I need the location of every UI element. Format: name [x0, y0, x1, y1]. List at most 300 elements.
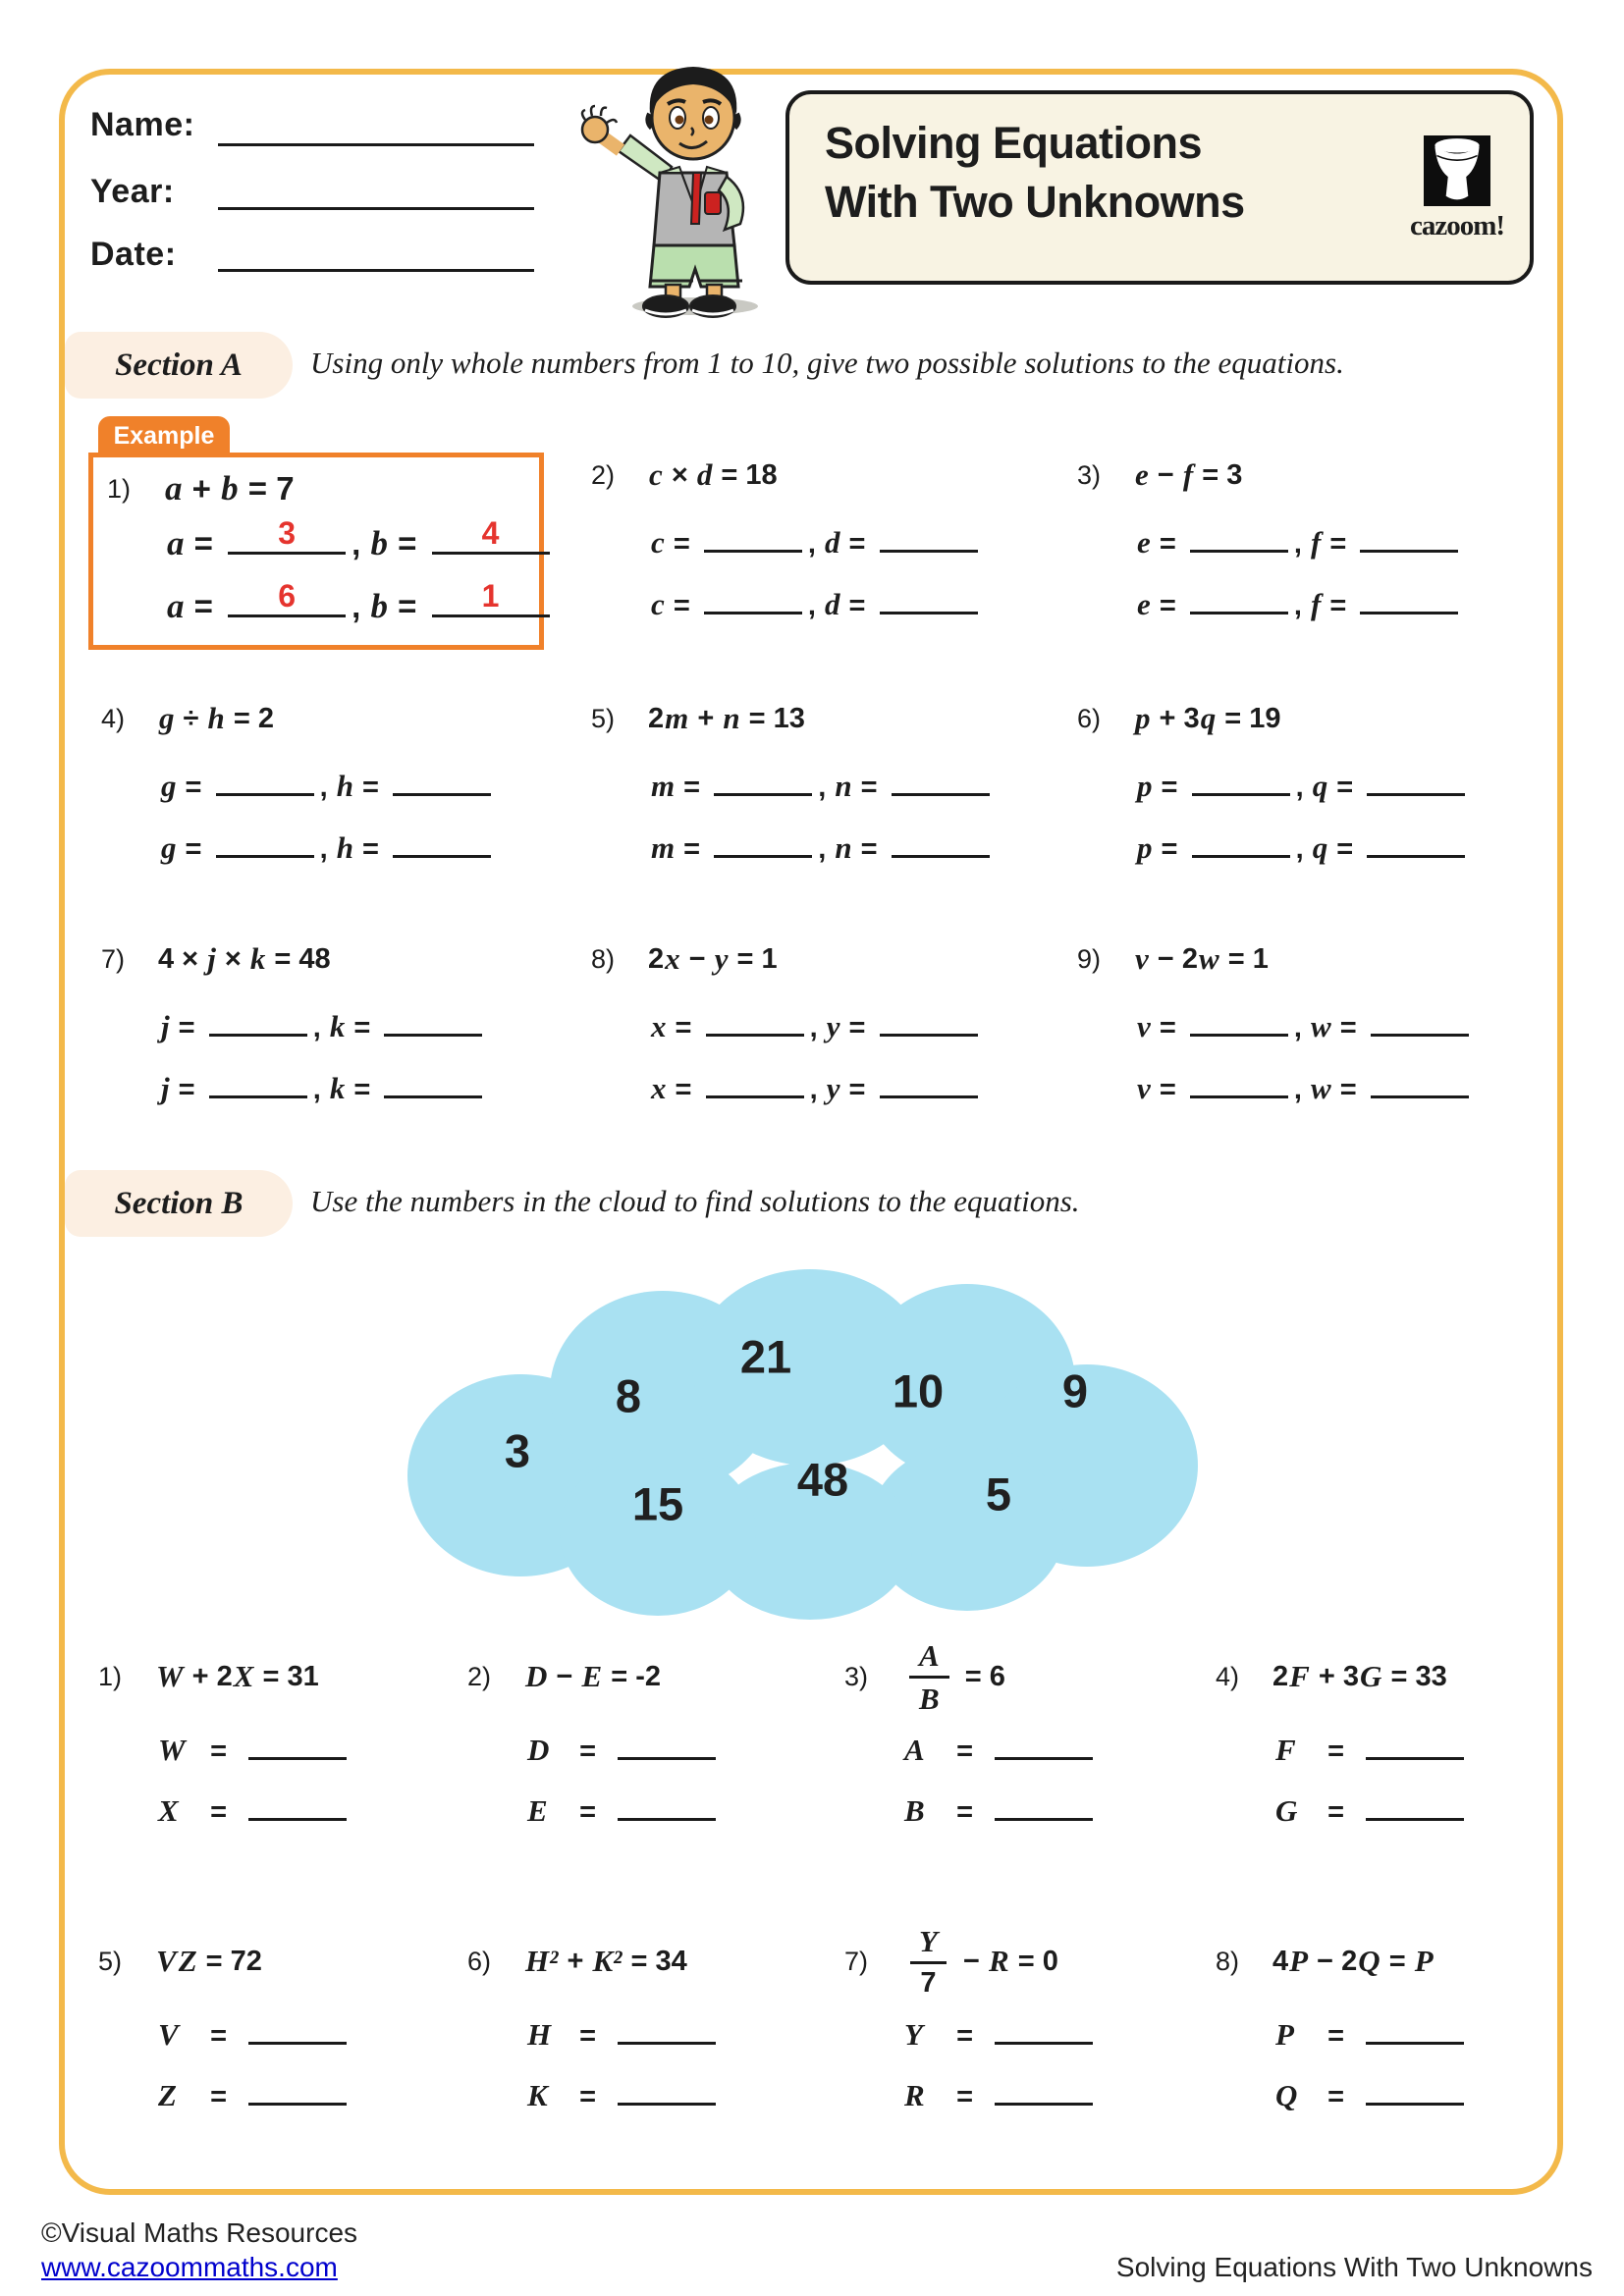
math-variable: H: [527, 2017, 552, 2052]
math-operator: 2: [1272, 1660, 1289, 1692]
math-variable: n: [835, 769, 852, 803]
math-operator: ÷: [175, 702, 207, 734]
equals-sign: =: [1312, 1796, 1361, 1828]
equals-sign: =: [1151, 1074, 1184, 1105]
problem-a-6: [1077, 697, 1489, 865]
equals-sign: =: [1151, 528, 1184, 560]
equals-sign: =: [1153, 772, 1186, 803]
math-variable: a: [167, 587, 185, 625]
math-variable: j: [207, 941, 216, 976]
math-variable: D: [525, 1659, 548, 1693]
problem-a-3: [1077, 454, 1489, 621]
math-operator: = 2: [225, 702, 274, 734]
math-operator: + 3: [1151, 702, 1200, 734]
equals-sign: =: [177, 833, 210, 865]
math-variable: c: [649, 457, 663, 492]
answer-row: [650, 826, 996, 866]
fraction-denominator: B: [909, 1676, 949, 1714]
equals-sign: =: [170, 1012, 203, 1043]
answer-blank: [880, 1066, 978, 1098]
math-variable: m: [651, 830, 676, 865]
problem-b-7: [844, 1923, 1257, 2112]
comma: ,: [312, 1012, 329, 1043]
answer-blank: [393, 764, 491, 796]
cloud-number-3: 3: [504, 1424, 531, 1477]
answer-row: [157, 1789, 352, 1829]
number-cloud: [388, 1255, 1218, 1623]
equation-line: [467, 1643, 880, 1710]
answer-blank: [1192, 826, 1290, 858]
math-operator: = 1: [729, 942, 778, 975]
math-variable: g: [159, 701, 175, 735]
math-variable: d: [824, 587, 840, 621]
answer-blank: [618, 1728, 716, 1760]
problem-number: 5): [98, 1946, 123, 1976]
math-variable: p: [1137, 830, 1153, 865]
answer-row: [1136, 582, 1464, 622]
math-variable: h: [207, 701, 225, 735]
year-field-label: Year:: [90, 173, 175, 210]
equals-sign: =: [941, 1735, 990, 1767]
equals-sign: =: [667, 1074, 700, 1105]
answer-blank: [1366, 2073, 1464, 2106]
example-answer-row: [166, 515, 556, 563]
date-field-line: [218, 269, 534, 272]
cloud-number-21: 21: [739, 1330, 792, 1383]
problem-b-6: [467, 1928, 880, 2112]
math-operator: +: [559, 1945, 592, 1977]
year-field-line: [218, 207, 534, 210]
answer-blank: [618, 2073, 716, 2106]
math-variable: y: [714, 941, 729, 976]
math-operator: = 72: [197, 1945, 262, 1977]
math-operator: −: [680, 942, 714, 975]
math-variable: a: [167, 524, 185, 562]
djembe-drum-icon: [1424, 135, 1490, 206]
worksheet-border-frame: [59, 69, 1563, 2195]
math-operator: 2: [648, 702, 665, 734]
math-operator: −: [954, 1945, 988, 1977]
problem-a-8: [591, 937, 1003, 1105]
math-operator: = 34: [623, 1945, 687, 1977]
math-variable: X: [233, 1659, 254, 1693]
equals-sign: =: [194, 1735, 244, 1767]
footer-website-link[interactable]: www.cazoommaths.com: [41, 2252, 338, 2282]
equals-sign: =: [840, 590, 874, 621]
problem-number: 5): [591, 703, 616, 733]
example-answer-value: 4: [481, 515, 500, 551]
answer-row: [157, 2012, 352, 2053]
math-variable: q: [1200, 701, 1217, 735]
comma: ,: [352, 588, 370, 624]
math-operator: = 3: [1194, 458, 1243, 491]
answer-blank: [1190, 1004, 1288, 1037]
math-variable: V: [156, 1944, 177, 1978]
equals-sign: =: [676, 772, 709, 803]
math-variable: q: [1312, 830, 1328, 865]
answer-blank: [1366, 1728, 1464, 1760]
answer-blank: [228, 515, 346, 555]
equals-sign: =: [665, 590, 698, 621]
answer-blank: [704, 520, 802, 553]
math-variable: Q: [1275, 2078, 1298, 2112]
answer-blank: [209, 1004, 307, 1037]
math-operator: = -2: [603, 1660, 661, 1692]
answer-blank: [995, 1728, 1093, 1760]
equals-sign: =: [840, 528, 874, 560]
equals-sign: =: [1328, 833, 1362, 865]
problem-number: 2): [467, 1661, 492, 1691]
name-field-line: [218, 143, 534, 146]
equals-sign: =: [665, 528, 698, 560]
answer-row: [526, 2012, 722, 2053]
problem-number: 6): [1077, 703, 1102, 733]
math-variable: x: [665, 941, 680, 976]
equation-line: [98, 1928, 511, 1995]
math-operator: −: [1149, 458, 1182, 491]
cloud-number-8: 8: [615, 1369, 642, 1422]
math-variable: j: [161, 1071, 170, 1105]
math-operator: = 31: [254, 1660, 319, 1692]
math-variable: f: [1182, 457, 1194, 492]
example-equation-line: [107, 465, 295, 512]
problem-b-1: [98, 1643, 511, 1828]
answer-blank: [432, 515, 550, 555]
problem-number: 3): [844, 1661, 869, 1691]
equals-sign: =: [185, 525, 223, 561]
math-operator: = 6: [956, 1660, 1005, 1692]
math-operator: 4 ×: [158, 942, 207, 975]
math-operator: +: [689, 702, 723, 734]
example-answer-value: 1: [481, 578, 500, 614]
math-variable: X: [158, 1793, 179, 1828]
math-operator: =: [1380, 1945, 1414, 1977]
problem-number: 1): [98, 1661, 123, 1691]
answer-row: [526, 1789, 722, 1829]
section-b-label: Section B: [65, 1170, 293, 1237]
equals-sign: =: [194, 1796, 244, 1828]
math-operator: + 2: [184, 1660, 233, 1692]
answer-row: [1136, 1004, 1475, 1044]
equals-sign: =: [564, 2081, 613, 2112]
equation-line: [1077, 454, 1489, 497]
answer-blank: [892, 764, 990, 796]
answer-blank: [995, 1789, 1093, 1821]
answer-blank: [216, 764, 314, 796]
answer-blank: [618, 1789, 716, 1821]
problem-number: 6): [467, 1946, 492, 1976]
math-variable: P: [1275, 2017, 1294, 2052]
answer-blank: [995, 2073, 1093, 2106]
problem-b-4: [1216, 1643, 1624, 1828]
equals-sign: =: [185, 588, 223, 624]
math-variable: k: [329, 1071, 346, 1105]
answer-blank: [393, 826, 491, 858]
answer-row: [1136, 1066, 1475, 1106]
math-operator: −: [548, 1660, 581, 1692]
equals-sign: =: [1151, 590, 1184, 621]
equals-sign: =: [388, 588, 426, 624]
comma: ,: [809, 1074, 826, 1105]
example-number: 1): [107, 473, 132, 504]
math-variable: Z: [178, 1944, 197, 1978]
math-operator: − 2: [1149, 942, 1198, 975]
answer-row: [526, 1728, 722, 1768]
comma: ,: [818, 833, 835, 865]
answer-blank: [1190, 1066, 1288, 1098]
answer-row: [1274, 2073, 1470, 2113]
answer-blank: [248, 2012, 347, 2045]
answer-blank: [1366, 1789, 1464, 1821]
equation-line: [467, 1928, 880, 1995]
answer-blank: [1192, 764, 1290, 796]
math-variable: n: [835, 830, 852, 865]
problem-number: 8): [1216, 1946, 1240, 1976]
equation-line: [591, 697, 1003, 740]
math-operator: + 3: [1310, 1660, 1360, 1692]
cazoom-logo: [1424, 135, 1490, 206]
math-variable: e: [1135, 457, 1149, 492]
equation-line: [1216, 1643, 1624, 1710]
example-equation: [164, 469, 295, 508]
cloud-number-15: 15: [631, 1477, 684, 1530]
math-variable: G: [1360, 1659, 1382, 1693]
math-variable: v: [1137, 1009, 1151, 1043]
comma: ,: [1295, 833, 1312, 865]
answer-row: [650, 764, 996, 804]
example-box: [88, 453, 544, 650]
math-variable: n: [723, 701, 740, 735]
answer-blank: [1367, 826, 1465, 858]
math-variable: b: [370, 524, 388, 562]
math-variable: j: [161, 1009, 170, 1043]
math-operator: − 2: [1309, 1945, 1358, 1977]
math-variable: R: [904, 2078, 925, 2112]
comma: ,: [1293, 528, 1310, 560]
math-variable: h: [336, 830, 353, 865]
answer-blank: [384, 1004, 482, 1037]
answer-blank: [706, 1066, 804, 1098]
equals-sign: =: [564, 1796, 613, 1828]
cloud-number-9: 9: [1061, 1364, 1089, 1417]
equation-line: [1077, 937, 1489, 981]
comma: ,: [1295, 772, 1312, 803]
math-variable: k: [329, 1009, 346, 1043]
fraction-numerator: Y: [919, 1923, 938, 1958]
equals-sign: =: [346, 1074, 379, 1105]
math-variable: m: [665, 701, 689, 735]
answer-row: [160, 1004, 488, 1044]
problem-b-5: [98, 1928, 511, 2112]
answer-blank: [1360, 582, 1458, 614]
math-variable: Q: [1358, 1944, 1380, 1978]
comma: ,: [312, 1074, 329, 1105]
cartoon-boy-illustration: [562, 57, 802, 320]
problem-b-3: [844, 1637, 1257, 1828]
math-variable: g: [161, 769, 177, 803]
math-variable: Z: [158, 2078, 177, 2112]
math-variable: g: [161, 830, 177, 865]
equation-line: [1216, 1928, 1624, 1995]
equals-sign: =: [1312, 1735, 1361, 1767]
answer-blank: [1371, 1004, 1469, 1037]
problem-b-8: [1216, 1928, 1624, 2112]
math-operator: +: [183, 470, 221, 507]
math-variable: R: [989, 1944, 1009, 1978]
fraction: [909, 1637, 949, 1716]
answer-row: [1136, 826, 1471, 866]
answer-blank: [248, 1728, 347, 1760]
equals-sign: =: [1312, 2020, 1361, 2052]
date-field-label: Date:: [90, 236, 177, 273]
fraction: [909, 1923, 947, 1999]
comma: ,: [809, 1012, 826, 1043]
math-operator: = 48: [266, 942, 331, 975]
equals-sign: =: [177, 772, 210, 803]
footer-worksheet-title: Solving Equations With Two Unknowns: [1115, 2252, 1593, 2282]
answer-blank: [880, 520, 978, 553]
answer-row: [157, 1728, 352, 1768]
math-variable: D: [527, 1733, 550, 1767]
equation-line: [844, 1923, 1257, 1999]
equation-line: [591, 937, 1003, 981]
comma: ,: [1293, 1012, 1310, 1043]
problem-number: 7): [844, 1946, 869, 1976]
math-operator: = 0: [1009, 1945, 1058, 1977]
answer-blank: [384, 1066, 482, 1098]
math-variable: k: [249, 941, 266, 976]
problem-number: 4): [1216, 1661, 1240, 1691]
equals-sign: =: [194, 2081, 244, 2112]
answer-blank: [209, 1066, 307, 1098]
equation-line: [98, 1643, 511, 1710]
math-variable: h: [336, 769, 353, 803]
math-variable: y: [826, 1071, 840, 1105]
comma: ,: [352, 525, 370, 561]
section-a-label: Section A: [65, 332, 293, 399]
answer-row: [650, 520, 984, 561]
answer-blank: [1371, 1066, 1469, 1098]
math-variable: d: [696, 457, 713, 492]
answer-blank: [228, 578, 346, 617]
equals-sign: =: [388, 525, 426, 561]
equals-sign: =: [1331, 1074, 1365, 1105]
problem-number: 3): [1077, 459, 1102, 490]
equation-line: [1077, 697, 1489, 740]
section-b-instruction: Use the numbers in the cloud to find solutions to the equations.: [310, 1184, 1080, 1218]
math-variable: e: [1137, 525, 1151, 560]
answer-blank: [704, 582, 802, 614]
math-variable: B: [904, 1793, 925, 1828]
math-variable: E: [527, 1793, 548, 1828]
math-variable: E: [581, 1659, 603, 1693]
answer-blank: [880, 582, 978, 614]
math-variable: w: [1198, 941, 1219, 976]
cloud-number-5: 5: [985, 1468, 1012, 1521]
answer-blank: [714, 826, 812, 858]
math-variable: F: [1289, 1659, 1310, 1693]
equals-sign: =: [353, 833, 387, 865]
equals-sign: =: [1153, 833, 1186, 865]
answer-row: [903, 1789, 1099, 1829]
comma: ,: [1293, 590, 1310, 621]
worksheet-title-line2: With Two Unknowns: [825, 177, 1245, 227]
answer-blank: [995, 2012, 1093, 2045]
equals-sign: =: [840, 1012, 874, 1043]
equals-sign: =: [852, 772, 886, 803]
answer-blank: [248, 2073, 347, 2106]
math-variable: Y: [904, 2017, 923, 2052]
example-answer-value: 6: [278, 578, 296, 614]
answer-blank: [714, 764, 812, 796]
math-variable: q: [1312, 769, 1328, 803]
equals-sign: =: [667, 1012, 700, 1043]
comma: ,: [818, 772, 835, 803]
problem-number: 7): [101, 943, 126, 974]
comma: ,: [807, 528, 824, 560]
math-variable: b: [370, 587, 388, 625]
math-operator: 2: [648, 942, 665, 975]
math-variable: F: [1275, 1733, 1296, 1767]
math-variable: x: [651, 1009, 667, 1043]
comma: ,: [319, 833, 336, 865]
example-answer-row: [166, 578, 556, 626]
fraction-numerator: A: [919, 1637, 940, 1673]
equals-sign: =: [852, 833, 886, 865]
math-operator: 4: [1272, 1945, 1289, 1977]
math-variable: a: [165, 469, 183, 507]
answer-blank: [892, 826, 990, 858]
problem-number: 4): [101, 703, 126, 733]
answer-blank: [1367, 764, 1465, 796]
equals-sign: =: [1312, 2081, 1361, 2112]
answer-row: [160, 764, 497, 804]
name-field-label: Name:: [90, 106, 195, 143]
answer-row: [157, 2073, 352, 2113]
answer-blank: [706, 1004, 804, 1037]
problem-a-7: [101, 937, 514, 1105]
footer-copyright: ©Visual Maths Resources: [41, 2217, 358, 2248]
answer-row: [526, 2073, 722, 2113]
example-tab: Example: [98, 416, 230, 455]
answer-row: [903, 1728, 1099, 1768]
equals-sign: =: [170, 1074, 203, 1105]
cloud-number-10: 10: [892, 1364, 945, 1417]
math-variable: x: [651, 1071, 667, 1105]
math-variable: b: [221, 469, 239, 507]
equals-sign: =: [941, 2081, 990, 2112]
worksheet-title-box: [785, 90, 1534, 285]
math-variable: m: [651, 769, 676, 803]
math-variable: w: [1310, 1071, 1331, 1105]
equals-sign: =: [1322, 590, 1355, 621]
equation-line: [844, 1637, 1257, 1716]
math-variable: c: [651, 587, 665, 621]
math-variable: f: [1310, 587, 1322, 621]
equation-line: [591, 454, 1003, 497]
math-operator: = 13: [740, 702, 805, 734]
problem-a-2: [591, 454, 1003, 621]
answer-blank: [1360, 520, 1458, 553]
equation-line: [101, 937, 514, 981]
worksheet-title-line1: Solving Equations: [825, 118, 1203, 168]
answer-row: [1136, 520, 1464, 561]
math-operator: = 1: [1219, 942, 1269, 975]
math-variable: e: [1137, 587, 1151, 621]
problem-b-2: [467, 1643, 880, 1828]
problem-number: 9): [1077, 943, 1102, 974]
answer-row: [903, 2012, 1099, 2053]
